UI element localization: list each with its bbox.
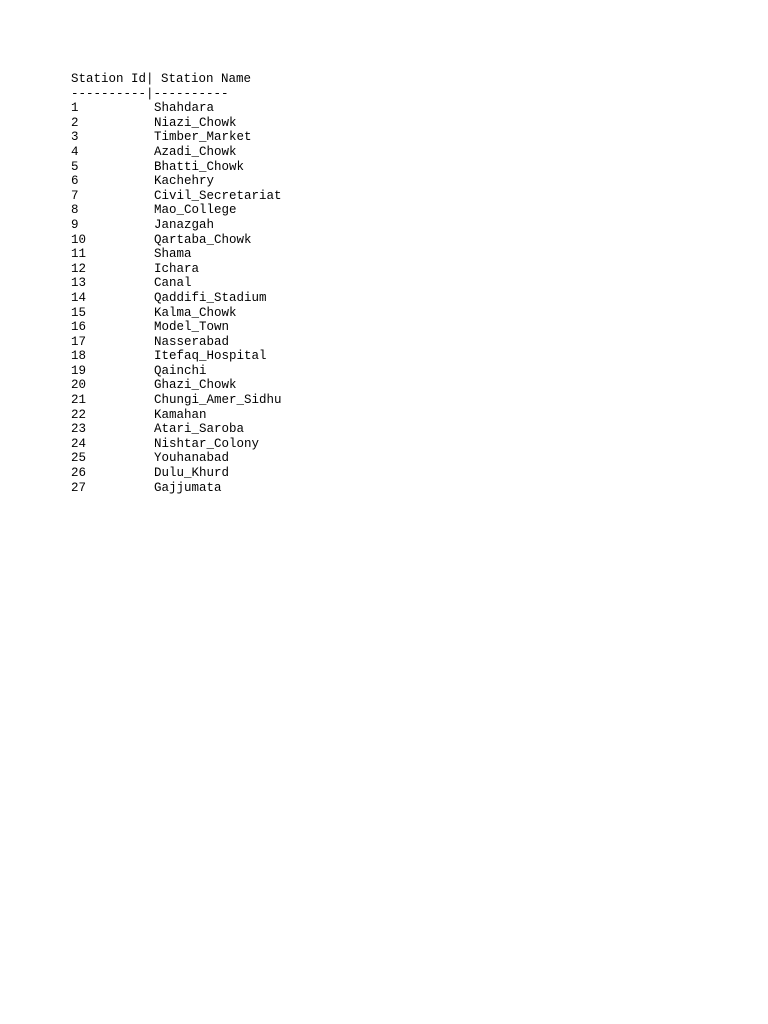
table-row — [71, 378, 282, 393]
table-row — [71, 437, 282, 452]
station-name: Nasserabad — [154, 334, 230, 349]
station-id: 20 — [71, 378, 87, 393]
station-name: Ghazi_Chowk — [154, 378, 237, 393]
station-id: 12 — [71, 261, 87, 276]
station-id: 26 — [71, 466, 87, 481]
station-id: 9 — [71, 217, 79, 232]
station-id: 18 — [71, 349, 87, 364]
table-row — [71, 247, 282, 262]
table-row — [71, 262, 282, 277]
table-row — [71, 408, 282, 423]
station-name: Azadi_Chowk — [154, 144, 237, 159]
station-name: Atari_Saroba — [154, 422, 245, 437]
table-row — [71, 174, 282, 189]
station-name: Gajjumata — [154, 480, 222, 495]
station-name: Mao_College — [154, 203, 237, 218]
station-id: 17 — [71, 334, 87, 349]
station-id: 13 — [71, 276, 87, 291]
station-id: 8 — [71, 203, 79, 218]
station-name: Ichara — [154, 261, 200, 276]
station-name: Qaddifi_Stadium — [154, 290, 267, 305]
station-id: 21 — [71, 393, 87, 408]
station-name: Dulu_Khurd — [154, 466, 230, 481]
station-name: Model_Town — [154, 320, 230, 335]
table-row — [71, 276, 282, 291]
table-row — [71, 481, 282, 496]
station-name: Timber_Market — [154, 130, 252, 145]
station-name: Kachehry — [154, 174, 215, 189]
station-id: 3 — [71, 130, 79, 145]
station-name: Chungi_Amer_Sidhu — [154, 393, 282, 408]
table-row — [71, 130, 282, 145]
station-name: Niazi_Chowk — [154, 115, 237, 130]
station-name: Civil_Secretariat — [154, 188, 282, 203]
table-row — [71, 233, 282, 248]
table-row — [71, 349, 282, 364]
table-row — [71, 160, 282, 175]
table-row — [71, 451, 282, 466]
table-row — [71, 306, 282, 321]
station-name: Shama — [154, 247, 192, 262]
table-separator: ----------|---------- — [71, 86, 229, 101]
station-name: Youhanabad — [154, 451, 230, 466]
table-row — [71, 291, 282, 306]
station-name: Canal — [154, 276, 192, 291]
station-name: Kalma_Chowk — [154, 305, 237, 320]
station-id: 14 — [71, 290, 87, 305]
station-name: Nishtar_Colony — [154, 436, 260, 451]
table-row — [71, 218, 282, 233]
station-id: 4 — [71, 144, 79, 159]
table-row — [71, 189, 282, 204]
station-id: 15 — [71, 305, 87, 320]
station-name: Janazgah — [154, 217, 215, 232]
station-name: Qartaba_Chowk — [154, 232, 252, 247]
table-row — [71, 335, 282, 350]
station-id: 23 — [71, 422, 87, 437]
station-name: Itefaq_Hospital — [154, 349, 267, 364]
table-row — [71, 393, 282, 408]
station-name: Qainchi — [154, 363, 207, 378]
table-row — [71, 364, 282, 379]
table-row — [71, 466, 282, 481]
station-table — [71, 72, 282, 495]
station-id: 19 — [71, 363, 87, 378]
table-header: Station Id| Station Name — [71, 72, 252, 86]
station-id: 25 — [71, 451, 87, 466]
table-body — [71, 101, 282, 495]
station-id: 24 — [71, 436, 87, 451]
station-id: 11 — [71, 247, 87, 262]
table-row — [71, 203, 282, 218]
station-id: 1 — [71, 101, 79, 116]
table-row — [71, 320, 282, 335]
station-id: 2 — [71, 115, 79, 130]
station-name: Kamahan — [154, 407, 207, 422]
station-id: 22 — [71, 407, 87, 422]
table-row — [71, 116, 282, 131]
station-id: 10 — [71, 232, 87, 247]
table-row — [71, 422, 282, 437]
station-name: Bhatti_Chowk — [154, 159, 245, 174]
station-id: 5 — [71, 159, 79, 174]
station-id: 6 — [71, 174, 79, 189]
table-row — [71, 101, 282, 116]
station-name: Shahdara — [154, 101, 215, 116]
table-row — [71, 145, 282, 160]
station-id: 7 — [71, 188, 79, 203]
station-id: 27 — [71, 480, 87, 495]
station-id: 16 — [71, 320, 87, 335]
